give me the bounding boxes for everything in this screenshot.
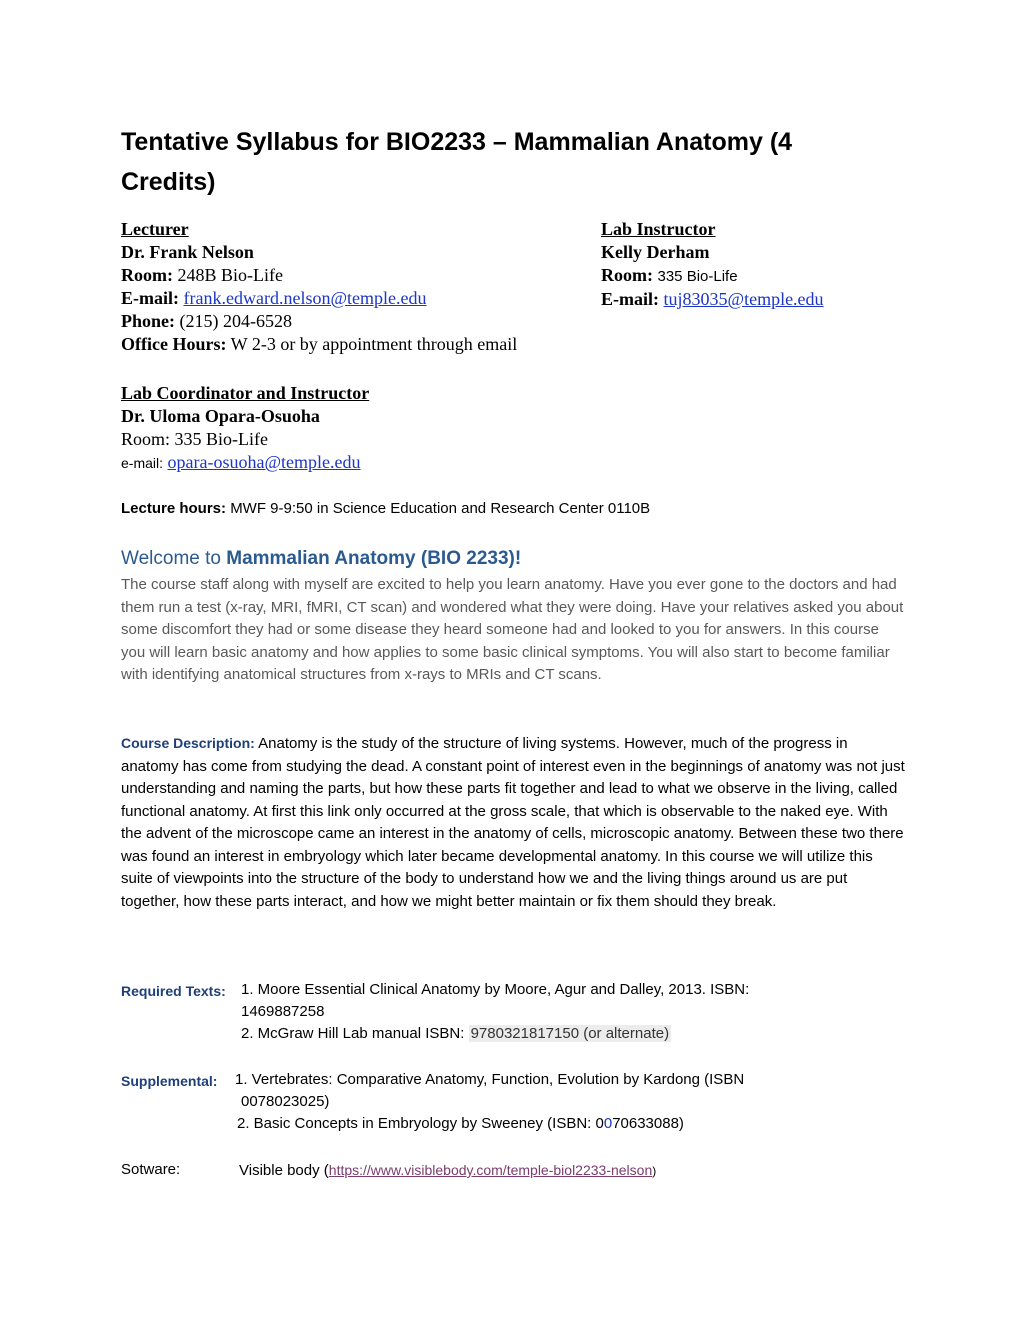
supplemental-2-c: 70633088) [612,1115,684,1132]
lab-instructor-email-label: E-mail: [601,289,659,309]
page-title: Tentative Syllabus for BIO2233 – Mammalian Anatomy (4 Credits) [121,128,793,196]
software-label: Sotware: [121,1161,181,1178]
coordinator-email-link[interactable]: opara-osuoha@temple.edu [167,452,361,472]
lecturer-heading: Lecturer [121,219,189,239]
lab-instructor-block [601,218,824,311]
welcome-course: Mammalian Anatomy (BIO 2233) [226,548,515,569]
software-line [239,1159,656,1182]
welcome-suffix: ! [514,548,522,569]
required-text-2-isbn: 9780321817150 (or alternate) [470,1025,670,1042]
lab-instructor-heading: Lab Instructor [601,219,716,239]
lab-instructor-room-label: Room: [601,265,653,285]
supplemental-label: Supplemental: [121,1073,218,1089]
required-texts-label: Required Texts: [121,983,226,999]
software-link[interactable]: https://www.visiblebody.com/temple-biol2233-nelson [328,1162,653,1178]
lecturer-phone: (215) 204-6528 [179,311,292,331]
welcome-body: The course staff along with myself are excited to help you learn anatomy. Have you ever gone to the doctors and had them run a test (x-ray, MRI, fMRI, CT scan) and wondered what they were doing. Have your relatives asked you about some discomfort they had or some disease they heard someone had and looked to you for answers. In this course you will learn basic anatomy and how applies to some basic clinical symptoms. You will also start to become familiar with identifying anatomical structures from x-rays to MRIs and CT scans. [121,576,904,683]
lecturer-office-label: Office Hours: [121,334,227,354]
lecturer-office-hours: W 2-3 or by appointment through email [230,334,518,354]
coordinator-email-label: e-mail: [121,455,164,471]
lecture-hours-value: MWF 9-9:50 in Science Education and Research Center 0110B [230,500,651,517]
required-text-1-line1: 1. Moore Essential Clinical Anatomy by Moore, Agur and Dalley, 2013. ISBN: [241,981,750,998]
software-suffix: ) [652,1164,657,1178]
lecturer-phone-label: Phone: [121,311,175,331]
welcome-heading [121,546,521,572]
lab-instructor-room: 335 Bio-Life [657,268,738,285]
course-description-label: Course Description: [121,735,255,751]
welcome-prefix: Welcome to [121,548,221,569]
supplemental-list [235,1069,744,1135]
lecturer-email-link[interactable]: frank.edward.nelson@temple.edu [183,288,427,308]
supplemental-2-b: 0 [603,1115,613,1132]
lecturer-name: Dr. Frank Nelson [121,242,254,262]
coordinator-block [121,382,369,475]
lecturer-room: 248B Bio-Life [177,265,283,285]
required-text-1-line2: 1469887258 [241,1003,325,1020]
software-prefix: Visible body ( [239,1162,329,1179]
required-text-2-prefix: 2. McGraw Hill Lab manual ISBN: [241,1025,465,1042]
coordinator-name: Dr. Uloma Opara-Osuoha [121,406,320,426]
course-description [121,732,906,913]
required-texts-list [241,979,749,1045]
supplemental-2-a: 2. Basic Concepts in Embryology by Sweeney (ISBN: 0 [237,1115,604,1132]
lab-instructor-email-link[interactable]: tuj83035@temple.edu [663,289,824,309]
lecturer-email-label: E-mail: [121,288,179,308]
course-description-body: Anatomy is the study of the structure of living systems. However, much of the progress in anatomy has come from studying the dead. A constant point of interest even in the beginnings of anatomy was not just understanding and naming the parts, but how these parts fit together and lead to what we observe in the living, called functional anatomy. At first this link only occurred at the gross scale, that which is observable to the naked eye. With the advent of the microscope came an interest in the anatomy of cells, microscopic anatomy. Between these two there was found an interest in embryology which later became developmental anatomy. In this course we will utilize this suite of viewpoints into the structure of the body to understand how we and the living things around us are put together, how these parts interact, and how we might better maintain or fix them should they break. [121,735,905,910]
lecturer-block [121,218,517,356]
coordinator-heading: Lab Coordinator and Instructor [121,383,370,403]
supplemental-1-line1: 1. Vertebrates: Comparative Anatomy, Function, Evolution by Kardong (ISBN [235,1071,745,1088]
lecture-hours [121,499,650,519]
lab-instructor-name: Kelly Derham [601,242,710,262]
coordinator-room: Room: 335 Bio-Life [121,429,268,449]
lecture-hours-label: Lecture hours: [121,500,227,517]
lecturer-room-label: Room: [121,265,173,285]
supplemental-1-line2: 0078023025) [241,1093,330,1110]
